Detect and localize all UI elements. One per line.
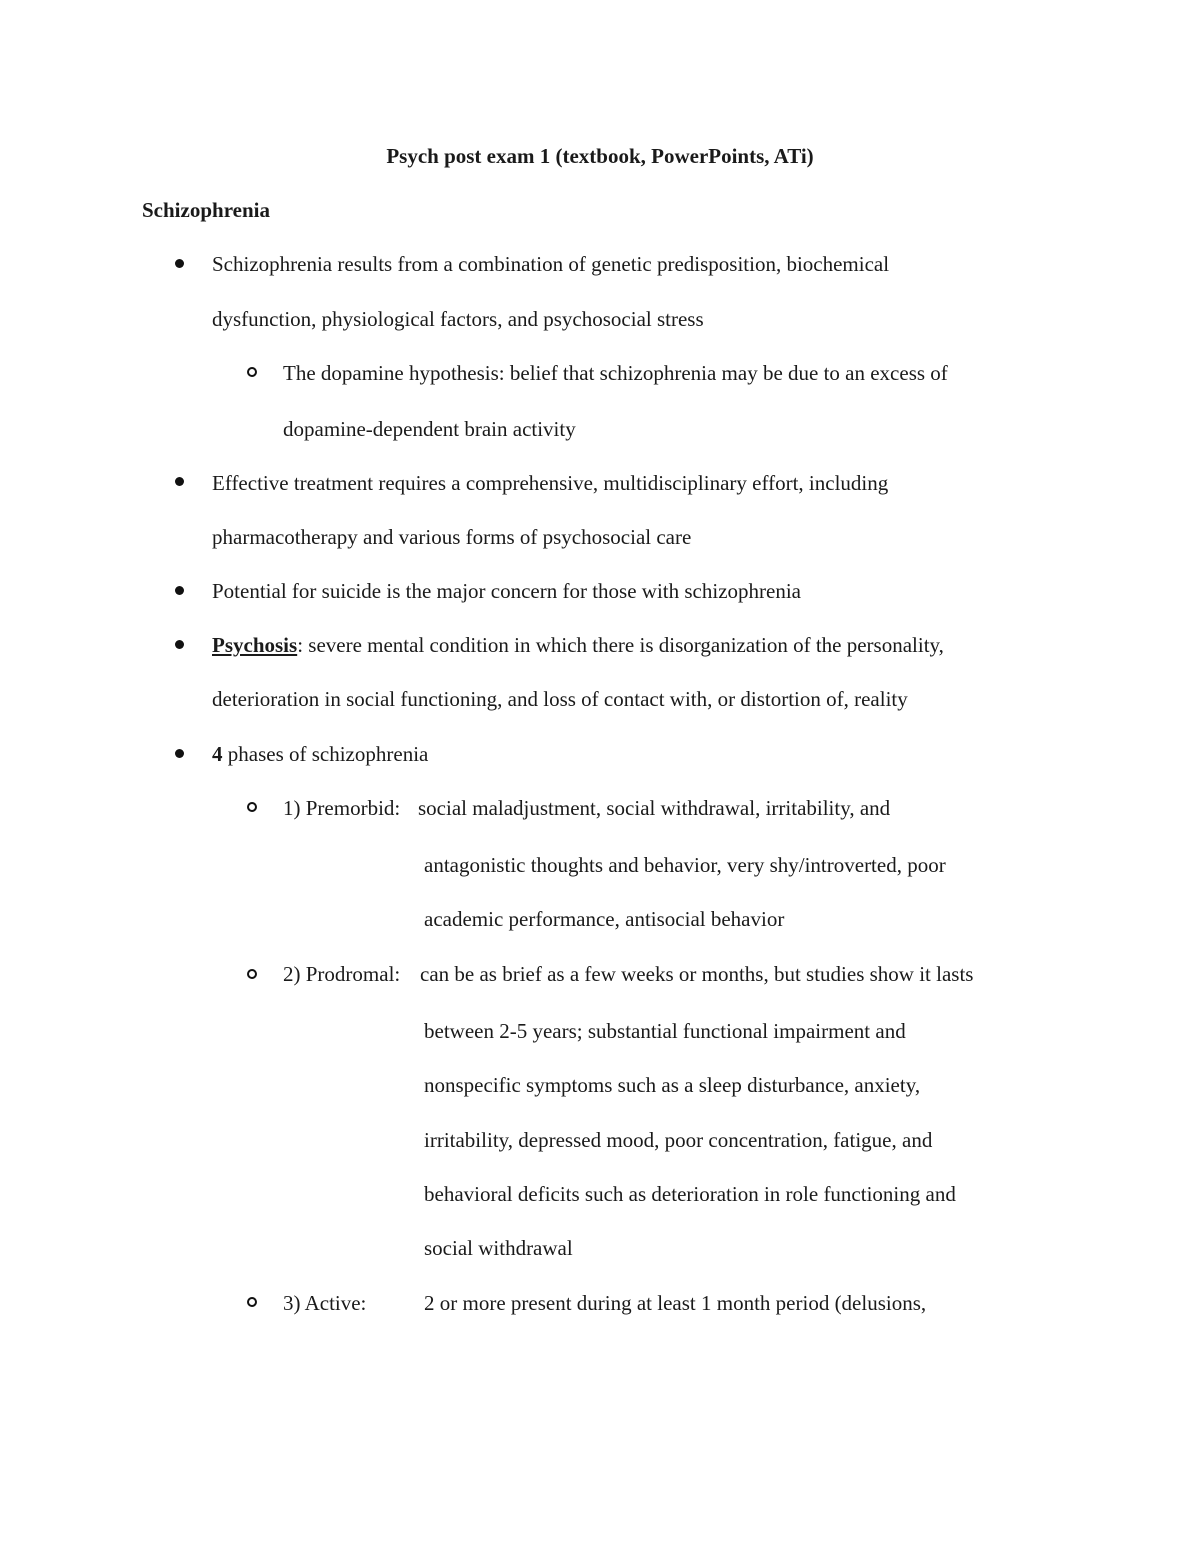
bullet-marker — [175, 477, 184, 486]
sub-bullet-marker — [247, 969, 257, 979]
psychosis-term: Psychosis — [212, 633, 298, 657]
phase-3-line-1: 2 or more present during at least 1 month period (delusions, — [424, 1291, 927, 1315]
page-title: Psych post exam 1 (textbook, PowerPoints, ATi) — [386, 144, 814, 168]
bullet-marker — [175, 586, 184, 595]
bullet-marker — [175, 640, 184, 649]
sub-bullet-marker — [247, 1297, 257, 1307]
phase-3-label: 3) Active: — [283, 1291, 367, 1315]
bullet-marker — [175, 259, 184, 268]
psychosis-definition: : severe mental condition in which there is disorganization of the personality, — [297, 633, 944, 657]
bullet-marker — [175, 749, 184, 758]
phases-text: phases of schizophrenia — [222, 742, 429, 766]
phase-2-label: 2) Prodromal: — [283, 962, 401, 986]
phase-2-line-6: social withdrawal — [424, 1236, 573, 1260]
section-heading: Schizophrenia — [142, 198, 270, 222]
sub-bullet-marker — [247, 367, 257, 377]
bullet-1-line-2: dysfunction, physiological factors, and psychosocial stress — [212, 307, 704, 331]
sub-bullet-1-line-1: The dopamine hypothesis: belief that schizophrenia may be due to an excess of — [283, 361, 948, 385]
bullet-4-line-2: deterioration in social functioning, and loss of contact with, or distortion of, reality — [212, 687, 908, 711]
phase-1-line-2: antagonistic thoughts and behavior, very shy/introverted, poor — [424, 853, 946, 877]
phase-2-line-2: between 2-5 years; substantial functional impairment and — [424, 1019, 906, 1043]
phase-2-line-3: nonspecific symptoms such as a sleep disturbance, anxiety, — [424, 1073, 921, 1097]
phase-2-line-5: behavioral deficits such as deterioration in role functioning and — [424, 1182, 956, 1206]
bullet-5-line-1 — [212, 740, 428, 768]
bullet-1-line-1: Schizophrenia results from a combination of genetic predisposition, biochemical — [212, 252, 890, 276]
phase-1-line-1: social maladjustment, social withdrawal, irritability, and — [418, 796, 891, 820]
bullet-2-line-1: Effective treatment requires a comprehensive, multidisciplinary effort, including — [212, 471, 889, 495]
phase-2-line-1: can be as brief as a few weeks or months, but studies show it lasts — [420, 962, 974, 986]
bullet-3-line-1: Potential for suicide is the major concern for those with schizophrenia — [212, 579, 801, 603]
sub-bullet-1-line-2: dopamine-dependent brain activity — [283, 417, 576, 441]
phase-1-line-3: academic performance, antisocial behavior — [424, 907, 785, 931]
phase-1-label: 1) Premorbid: — [283, 796, 401, 820]
phase-count: 4 — [212, 742, 223, 766]
bullet-2-line-2: pharmacotherapy and various forms of psychosocial care — [212, 525, 692, 549]
phase-2-line-4: irritability, depressed mood, poor concentration, fatigue, and — [424, 1128, 933, 1152]
sub-bullet-marker — [247, 802, 257, 812]
bullet-4-line-1 — [212, 631, 944, 659]
